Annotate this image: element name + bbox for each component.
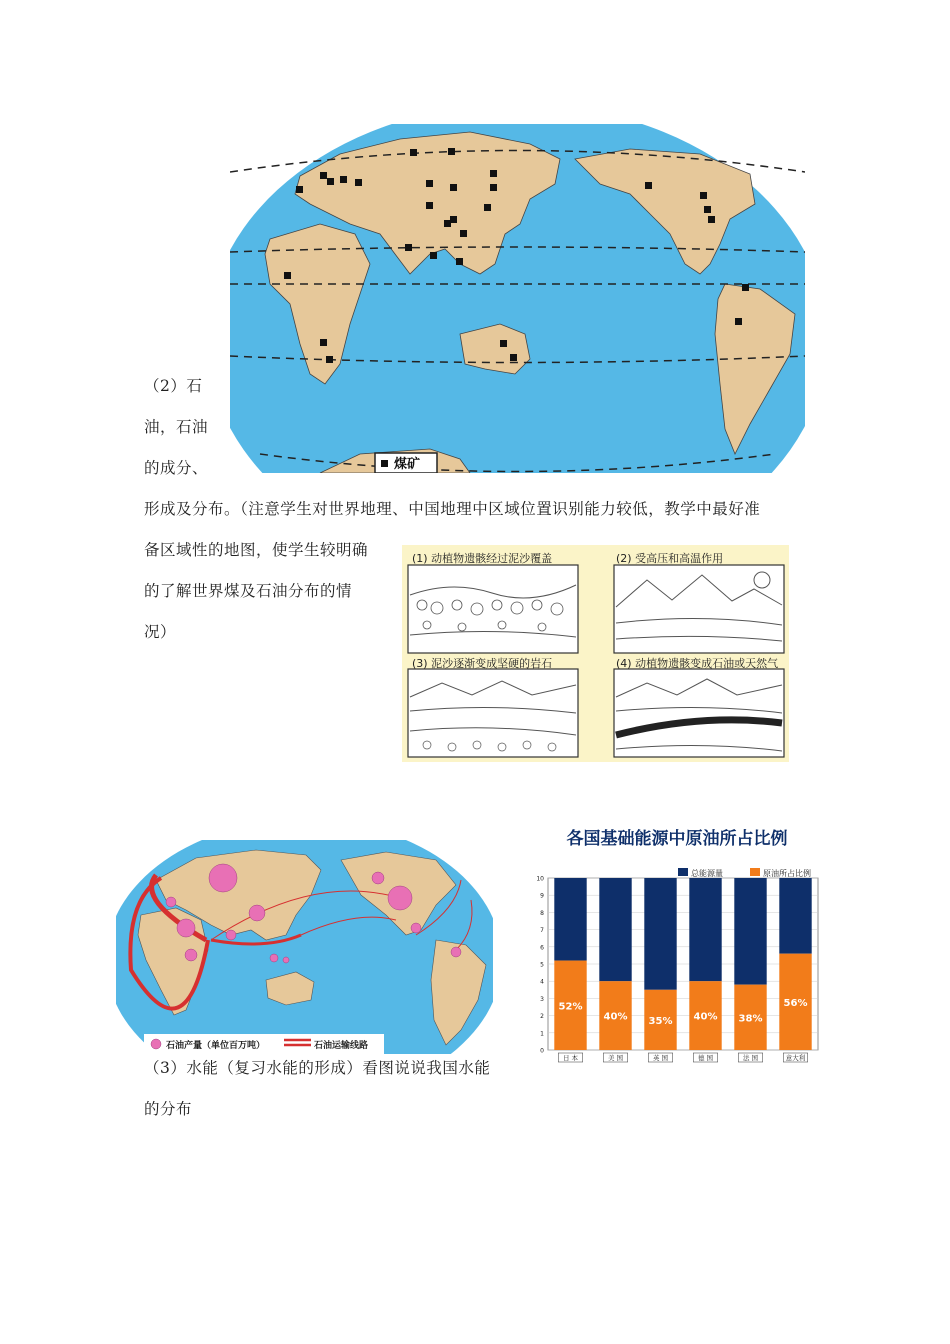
crude-oil-share-chart	[532, 822, 822, 1064]
bar-data-label-4: 40%	[693, 1011, 718, 1023]
category-label-1: 日 本	[562, 1054, 579, 1062]
y-tick-label: 9	[540, 892, 544, 900]
y-tick-label: 5	[540, 961, 544, 969]
y-tick-label: 7	[540, 927, 544, 935]
formation-stage-4-label: (4) 动植物遗骸变成石油或天然气	[616, 657, 779, 670]
category-label-3: 英 国	[652, 1054, 669, 1062]
oil-formation-diagram	[402, 545, 789, 762]
category-label-6: 意大利	[785, 1054, 806, 1062]
y-tick-label: 2	[540, 1013, 544, 1021]
bar-data-label-1: 52%	[558, 1001, 583, 1013]
formation-panel-3	[408, 669, 578, 757]
bar-total-4	[689, 878, 721, 981]
bar-data-label-5: 38%	[738, 1013, 763, 1025]
coal-legend-label: 煤矿	[394, 457, 421, 472]
y-tick-label: 10	[536, 875, 544, 883]
y-tick-label: 4	[540, 978, 544, 986]
legend-label-total: 总能源量	[691, 869, 723, 878]
text-line-1: （2）石	[144, 377, 203, 395]
text-line-4: 形成及分布。（注意学生对世界地理、中国地理中区域位置识别能力较低，教学中最好准	[144, 500, 761, 518]
formation-stage-1-label: (1) 动植物遗骸经过泥沙覆盖	[412, 552, 553, 565]
y-tick-label: 3	[540, 995, 544, 1003]
coal-legend-marker	[381, 460, 388, 467]
text-line-2: 油，石油	[144, 418, 209, 436]
text-line-8: （3）水能（复习水能的形成）看图说说我国水能	[144, 1059, 491, 1077]
bar-total-2	[599, 878, 631, 981]
text-line-9: 的分布	[144, 1100, 193, 1118]
text-line-5: 备区域性的地图，使学生较明确	[144, 541, 369, 559]
category-label-5: 法 国	[742, 1054, 759, 1062]
chart-title: 各国基础能源中原油所占比例	[566, 829, 788, 849]
formation-stage-2-label: (2) 受高压和高温作用	[616, 552, 724, 565]
bar-data-label-3: 35%	[648, 1015, 673, 1027]
y-tick-label: 0	[540, 1047, 544, 1055]
oil-legend-route: 石油运输线路	[314, 1041, 369, 1051]
text-line-7: 况）	[144, 623, 177, 641]
coal-distribution-map	[230, 124, 805, 473]
oil-map-svg	[116, 840, 493, 1054]
y-tick-label: 6	[540, 944, 544, 952]
formation-stage-3-label: (3) 泥沙逐渐变成坚硬的岩石	[412, 657, 553, 670]
y-tick-label: 1	[540, 1030, 544, 1038]
bar-total-5	[734, 878, 766, 985]
legend-label-oil: 原油所占比例	[763, 869, 811, 878]
chart-svg	[532, 822, 822, 1064]
formation-panel-4	[614, 669, 784, 757]
y-tick-label: 8	[540, 909, 544, 917]
formation-panel-2	[614, 565, 784, 653]
legend-swatch-oil	[750, 868, 760, 876]
bar-data-label-6: 56%	[783, 997, 808, 1009]
bar-total-3	[644, 878, 676, 990]
bar-total-6	[779, 878, 811, 954]
bar-total-1	[554, 878, 586, 961]
legend-swatch-total	[678, 868, 688, 876]
oil-legend-production: 石油产量（单位百万吨）	[166, 1041, 266, 1051]
coal-map-svg	[230, 124, 805, 473]
bar-data-label-2: 40%	[603, 1011, 628, 1023]
category-label-2: 美 国	[607, 1054, 624, 1062]
text-line-6: 的了解世界煤及石油分布的情	[144, 582, 353, 600]
formation-panel-1	[408, 565, 578, 653]
category-label-4: 德 国	[697, 1054, 714, 1062]
text-line-3: 的成分、	[144, 459, 209, 477]
oil-distribution-map	[116, 840, 493, 1054]
formation-svg	[402, 545, 789, 762]
oil-legend-bubble	[151, 1039, 161, 1049]
